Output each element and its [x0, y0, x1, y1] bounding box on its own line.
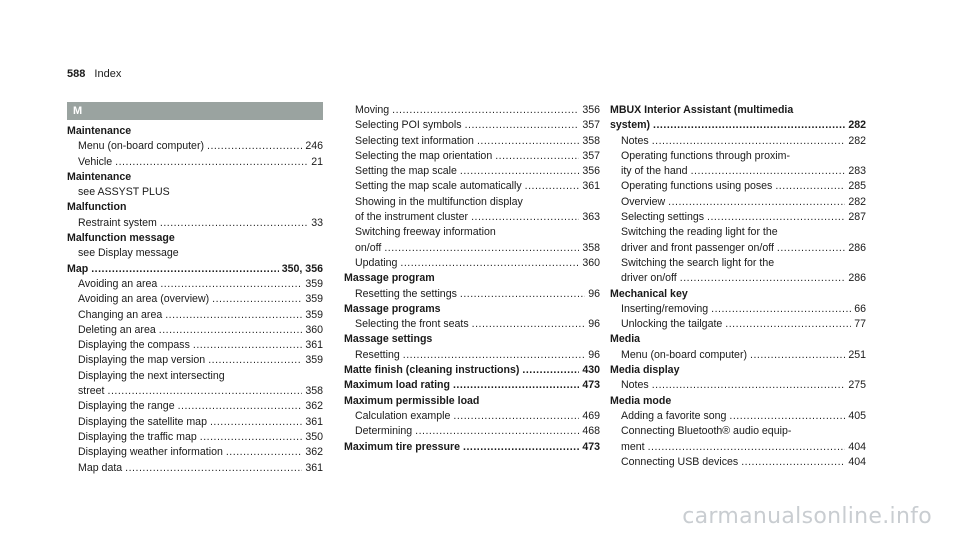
page-reference-link[interactable]: 282 [848, 134, 866, 147]
entry-text: Setting the map scale [355, 165, 457, 178]
watermark: carmanualsonline.info [682, 504, 932, 529]
entry-text: Resetting [355, 348, 400, 361]
index-subentry [344, 149, 600, 164]
leader-dots [160, 216, 308, 231]
index-subentry [67, 445, 323, 460]
page-reference-link[interactable]: 473 [582, 440, 600, 453]
page-reference-link[interactable]: 361 [582, 180, 600, 193]
entry-text: street [78, 385, 105, 398]
leader-dots [207, 139, 302, 154]
page-reference-link[interactable]: 473 [582, 379, 600, 392]
leader-dots [108, 384, 303, 399]
entry-text: Selecting the front seats [355, 318, 469, 331]
index-heading [344, 271, 600, 286]
index-subentry [67, 308, 323, 323]
page-reference-link[interactable]: 350 [305, 430, 323, 443]
entry-text: Restraint system [78, 216, 157, 229]
index-subentry [67, 399, 323, 414]
entry-text: Maintenance [67, 170, 132, 183]
index-subentry [610, 378, 866, 393]
leader-dots [165, 308, 302, 323]
entry-text: Massage program [344, 272, 435, 285]
leader-dots [775, 179, 845, 194]
index-heading [344, 363, 600, 378]
leader-dots [460, 287, 585, 302]
index-subentry [610, 179, 866, 194]
leader-dots [453, 378, 579, 393]
index-subentry [67, 338, 323, 353]
page-reference-link[interactable]: 359 [305, 308, 323, 321]
entry-text: Selecting POI symbols [355, 119, 462, 132]
index-heading [610, 394, 866, 409]
index-subentry [344, 118, 600, 133]
index-heading [344, 394, 600, 409]
leader-dots [729, 409, 845, 424]
entry-text: Mechanical key [610, 287, 688, 300]
index-subentry [344, 103, 600, 118]
index-subentry [610, 195, 866, 210]
index-subentry [610, 225, 866, 240]
index-subentry [67, 323, 323, 338]
index-subentry [610, 241, 866, 256]
entry-text: Selecting text information [355, 134, 474, 147]
index-column-1 [67, 102, 323, 476]
index-subentry [344, 409, 600, 424]
entry-text: see ASSYST PLUS [78, 186, 170, 199]
page-reference-link[interactable]: 363 [582, 211, 600, 224]
page-header [67, 68, 121, 80]
page-reference-link[interactable]: 283 [848, 165, 866, 178]
leader-dots [680, 271, 846, 286]
entry-text: Maximum load rating [344, 379, 450, 392]
index-subentry [344, 164, 600, 179]
entry-text: Moving [355, 104, 390, 116]
leader-dots [668, 195, 845, 210]
entry-text: Avoiding an area [78, 277, 158, 290]
section-letter-bar: M [67, 102, 323, 120]
page-reference-link[interactable]: 361 [305, 461, 323, 474]
page-reference-link[interactable]: 404 [848, 440, 866, 453]
page-reference-link[interactable]: 362 [305, 446, 323, 459]
page-number: 588 [67, 68, 86, 80]
leader-dots [178, 399, 303, 414]
page-reference-link[interactable]: 359 [305, 354, 323, 367]
entry-text: Updating [355, 256, 398, 269]
index-heading [610, 332, 866, 347]
index-subentry [610, 134, 866, 149]
leader-dots [465, 118, 580, 133]
index-subentry [67, 384, 323, 399]
page-reference-link[interactable]: 358 [582, 241, 600, 254]
entry-text: Vehicle [78, 155, 113, 168]
page-reference-link[interactable]: 404 [848, 455, 866, 468]
index-subentry [67, 216, 323, 231]
page-title: Index [94, 68, 122, 80]
leader-dots [226, 445, 302, 460]
leader-dots [212, 292, 302, 307]
leader-dots [648, 440, 846, 455]
index-heading [610, 118, 866, 133]
index-heading [344, 302, 600, 317]
index-column-2 [344, 103, 600, 455]
page-reference-link[interactable]: 356 [582, 165, 600, 178]
page-reference-link[interactable]: 357 [582, 149, 600, 162]
leader-dots [453, 409, 579, 424]
entry-text: of the instrument cluster [355, 211, 469, 224]
entry-text: Selecting the map orientation [355, 149, 493, 162]
index-subentry [67, 139, 323, 154]
page-reference-link[interactable]: 285 [848, 180, 866, 193]
leader-dots [653, 118, 845, 133]
page-reference-link[interactable]: 96 [588, 318, 600, 331]
entry-text: Determining [355, 425, 413, 438]
entry-text: Displaying the map version [78, 354, 206, 367]
page-reference-link[interactable]: 356 [582, 104, 600, 116]
index-subentry [610, 455, 866, 470]
index-subentry [344, 134, 600, 149]
index-heading [344, 378, 600, 393]
leader-dots [652, 134, 846, 149]
entry-text: Connecting Bluetooth® audio equip- [621, 425, 792, 438]
entry-text: Malfunction message [67, 232, 175, 245]
page-reference-link[interactable]: 357 [582, 119, 600, 132]
entry-text: Notes [621, 379, 649, 392]
entry-text: Unlocking the tailgate [621, 318, 723, 331]
index-subentry [610, 317, 866, 332]
leader-dots [415, 424, 579, 439]
entry-text: Displaying the range [78, 400, 175, 413]
entry-text: Map [67, 262, 89, 275]
index-subentry [344, 195, 600, 210]
page-reference-link[interactable]: 96 [588, 287, 600, 300]
entry-text: on/off [355, 241, 382, 254]
page-reference-link[interactable]: 21 [311, 155, 323, 168]
entry-text: Deleting an area [78, 323, 156, 336]
leader-dots [471, 210, 579, 225]
leader-dots [200, 430, 303, 445]
index-subentry [610, 440, 866, 455]
index-heading [344, 332, 600, 347]
entry-text: Inserting/removing [621, 302, 709, 315]
index-heading [67, 170, 323, 185]
index-subentry [610, 302, 866, 317]
index-subentry [344, 256, 600, 271]
page-reference-link[interactable]: 275 [848, 379, 866, 392]
leader-dots [522, 363, 579, 378]
leader-dots [193, 338, 302, 353]
entry-text: Selecting settings [621, 211, 705, 224]
page-reference-link[interactable]: 350, 356 [281, 262, 323, 275]
page-reference-link[interactable]: 430 [582, 364, 600, 377]
index-subentry [610, 409, 866, 424]
page-reference-link[interactable]: 360 [582, 256, 600, 269]
entry-text: Map data [78, 461, 123, 474]
leader-dots [115, 155, 308, 170]
entry-text: Maximum tire pressure [344, 440, 460, 453]
entry-text: ity of the hand [621, 165, 688, 178]
leader-dots [711, 302, 851, 317]
entry-text: Changing an area [78, 308, 163, 321]
leader-dots [208, 353, 302, 368]
index-heading [610, 363, 866, 378]
page-reference-link[interactable]: 251 [848, 348, 866, 361]
entry-text: driver on/off [621, 272, 677, 285]
index-heading [67, 200, 323, 215]
leader-dots [777, 241, 845, 256]
page-reference-link[interactable]: 361 [305, 415, 323, 428]
entry-text: MBUX Interior Assistant (multimedia [610, 104, 794, 116]
index-subentry [344, 210, 600, 225]
page-reference-link[interactable]: 361 [305, 339, 323, 352]
leader-dots [750, 348, 845, 363]
index-heading [610, 287, 866, 302]
index-subentry [610, 424, 866, 439]
leader-dots [707, 210, 845, 225]
page-reference-link[interactable]: 405 [848, 409, 866, 422]
index-subentry [610, 210, 866, 225]
entry-text: driver and front passenger on/off [621, 241, 774, 254]
entry-text: Media mode [610, 394, 672, 407]
entry-text: Massage settings [344, 333, 433, 346]
index-subentry [67, 246, 323, 261]
entry-text: Resetting the settings [355, 287, 457, 300]
entry-text: Switching freeway information [355, 226, 496, 239]
leader-dots [525, 179, 580, 194]
page-reference-link[interactable]: 469 [582, 409, 600, 422]
index-subentry [67, 155, 323, 170]
leader-dots [463, 440, 579, 455]
entry-text: Avoiding an area (overview) [78, 293, 210, 306]
page-reference-link[interactable]: 246 [305, 140, 323, 153]
entry-text: Displaying the satellite map [78, 415, 207, 428]
index-subentry [344, 348, 600, 363]
page-reference-link[interactable]: 359 [305, 277, 323, 290]
index-subentry [610, 271, 866, 286]
entry-text: system) [610, 119, 651, 132]
leader-dots [460, 164, 579, 179]
entry-text: Connecting USB devices [621, 455, 739, 468]
index-subentry [344, 317, 600, 332]
entry-text: Showing in the multifunction display [355, 195, 523, 208]
leader-dots [91, 262, 279, 277]
leader-dots [159, 323, 303, 338]
leader-dots [652, 378, 846, 393]
entry-text: Operating functions using poses [621, 180, 773, 193]
page-reference-link[interactable]: 359 [305, 293, 323, 306]
entry-text: Maximum permissible load [344, 394, 480, 407]
page-reference-link[interactable]: 358 [305, 385, 323, 398]
entry-text: Notes [621, 134, 649, 147]
index-subentry [344, 179, 600, 194]
entry-text: Menu (on-board computer) [621, 348, 748, 361]
leader-dots [472, 317, 586, 332]
entry-text: Adding a favorite song [621, 409, 727, 422]
index-subentry [67, 430, 323, 445]
index-subentry [344, 287, 600, 302]
index-subentry [344, 241, 600, 256]
leader-dots [725, 317, 851, 332]
index-column-3 [610, 103, 866, 470]
page-reference-link[interactable]: 33 [311, 216, 323, 229]
leader-dots [477, 134, 579, 149]
leader-dots [384, 241, 579, 256]
entry-text: Switching the search light for the [621, 256, 775, 269]
entry-text: ment [621, 440, 645, 453]
page-reference-link[interactable]: 66 [854, 302, 866, 315]
index-heading [344, 440, 600, 455]
page-reference-link[interactable]: 286 [848, 241, 866, 254]
index-subentry [344, 225, 600, 240]
page-reference-link[interactable]: 362 [305, 400, 323, 413]
leader-dots [392, 103, 579, 118]
index-subentry [344, 424, 600, 439]
entry-text: Menu (on-board computer) [78, 140, 205, 153]
leader-dots [691, 164, 846, 179]
index-subentry [67, 415, 323, 430]
index-heading [67, 231, 323, 246]
index-subentry [610, 164, 866, 179]
entry-text: Media display [610, 364, 680, 377]
page-reference-link[interactable]: 287 [848, 211, 866, 224]
index-heading [67, 262, 323, 277]
page-reference-link[interactable]: 286 [848, 272, 866, 285]
entry-text: Malfunction [67, 201, 127, 214]
entry-text: see Display message [78, 247, 179, 260]
entry-text: Overview [621, 195, 666, 208]
page-reference-link[interactable]: 282 [848, 119, 866, 132]
leader-dots [403, 348, 585, 363]
index-subentry [67, 461, 323, 476]
index-subentry [67, 185, 323, 200]
leader-dots [125, 461, 302, 476]
leader-dots [160, 277, 302, 292]
leader-dots [210, 415, 302, 430]
page-reference-link[interactable]: 360 [305, 323, 323, 336]
page-reference-link[interactable]: 77 [854, 318, 866, 331]
entry-text: Switching the reading light for the [621, 226, 778, 239]
entry-text: Displaying the next intersecting [78, 369, 225, 382]
leader-dots [400, 256, 579, 271]
index-subentry [67, 353, 323, 368]
page-reference-link[interactable]: 282 [848, 195, 866, 208]
entry-text: Calculation example [355, 409, 451, 422]
entry-text: Displaying weather information [78, 446, 223, 459]
index-subentry [610, 256, 866, 271]
index-subentry [610, 149, 866, 164]
entry-text: Matte finish (cleaning instructions) [344, 364, 520, 377]
entry-text: Displaying the traffic map [78, 430, 197, 443]
index-heading [67, 124, 323, 139]
index-subentry [67, 369, 323, 384]
entry-text: Maintenance [67, 125, 132, 137]
index-subentry [67, 277, 323, 292]
entry-text: Displaying the compass [78, 339, 190, 352]
leader-dots [741, 455, 845, 470]
index-subentry [67, 292, 323, 307]
index-heading [610, 103, 866, 118]
page-reference-link[interactable]: 358 [582, 134, 600, 147]
entry-text: Massage programs [344, 302, 441, 315]
page-reference-link[interactable]: 96 [588, 348, 600, 361]
entry-text: Media [610, 333, 641, 346]
entry-text: Setting the map scale automatically [355, 180, 522, 193]
page-reference-link[interactable]: 468 [582, 425, 600, 438]
leader-dots [495, 149, 579, 164]
index-subentry [610, 348, 866, 363]
entry-text: Operating functions through proxim- [621, 149, 790, 162]
